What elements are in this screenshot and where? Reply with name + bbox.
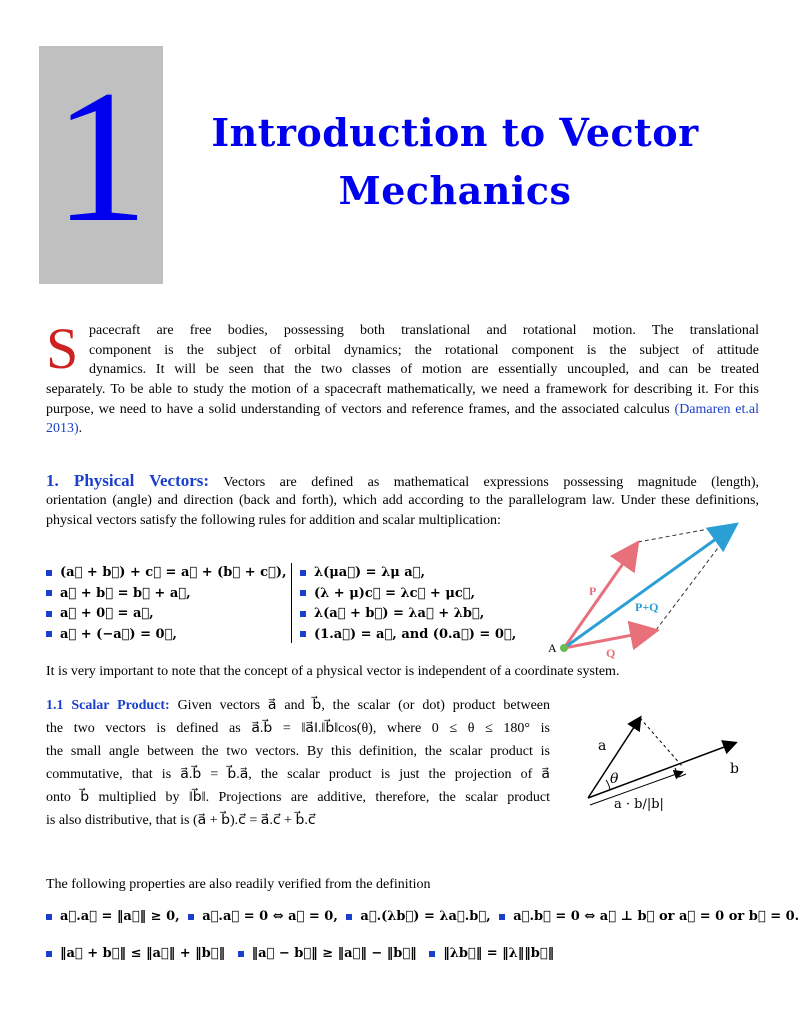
property-1: a⃗.a⃗ = ‖a⃗‖ ≥ 0, <box>60 909 180 924</box>
property-4: a⃗.b⃗ = 0 ⇔ a⃗ ⊥ b⃗ or a⃗ = 0 or b⃗ = 0. <box>513 909 799 924</box>
section1-heading: 1. Physical Vectors: <box>46 471 210 490</box>
section11-line1: Given vectors a⃗ and b⃗, the scalar (or dot) product between <box>177 698 550 713</box>
bullet-icon <box>300 590 306 596</box>
property-5: ‖a⃗ + b⃗‖ ≤ ‖a⃗‖ + ‖b⃗‖ <box>60 946 226 961</box>
label-q: Q <box>606 646 616 660</box>
bullet-icon <box>46 611 52 617</box>
rule-text: (a⃗ + b⃗) + c⃗ = a⃗ + (b⃗ + c⃗), <box>60 565 287 580</box>
intro-line1: pacecraft are free bodies, possessing both translational and rotational motion. The translational <box>89 323 759 338</box>
bullet-icon <box>300 611 306 617</box>
rule-left-4 <box>46 625 287 646</box>
intro-paragraph <box>46 380 759 439</box>
rule-left-1 <box>46 563 287 584</box>
chapter-title <box>190 104 720 220</box>
bullet-icon <box>46 590 52 596</box>
label-origin: A <box>548 641 557 655</box>
intro-first-lines <box>89 321 759 380</box>
section11-line6: is also distributive, that is (a⃗ + b⃗).c⃗ = a⃗.c⃗ + b⃗.c⃗ <box>46 813 316 828</box>
projection-diagram <box>580 710 750 820</box>
bullet-icon <box>238 951 244 957</box>
rules-divider <box>291 563 292 643</box>
bullet-icon <box>429 951 435 957</box>
citation-link[interactable]: (Damaren et.al 2013) <box>46 401 759 436</box>
intro-end: . <box>78 421 83 436</box>
bullet-icon <box>346 914 352 920</box>
rule-text: λ(a⃗ + b⃗) = λa⃗ + λb⃗, <box>314 606 485 621</box>
chapter-number: 1 <box>53 52 149 262</box>
rule-right-1 <box>300 563 516 584</box>
dashed-top-edge <box>638 524 736 542</box>
rule-text: a⃗ + 0⃗ = a⃗, <box>60 606 154 621</box>
section1-text-line1: Vectors are defined as mathematical expressions possessing magnitude (length), <box>223 475 759 490</box>
property-2: a⃗.a⃗ = 0 ⇔ a⃗ = 0, <box>202 909 338 924</box>
bullet-icon <box>300 570 306 576</box>
section1-text-rest: orientation (angle) and direction (back and forth), which add according to the parallelogram law. Under these definitions, physical vectors satisfy the following rules for addition and scalar multiplication: <box>46 493 759 528</box>
properties-row2 <box>46 944 554 965</box>
rule-text: a⃗ + b⃗ = b⃗ + a⃗, <box>60 585 191 601</box>
chapter-title-line2: Mechanics <box>338 168 572 213</box>
property-6: ‖a⃗ − b⃗‖ ≥ ‖a⃗‖ − ‖b⃗‖ <box>251 946 417 961</box>
rule-text: (λ + μ)c⃗ = λc⃗ + μc⃗, <box>314 585 476 601</box>
chapter-title-line1: Introduction to Vector <box>211 110 699 155</box>
label-b: b <box>730 761 739 777</box>
drop-cap: S <box>46 316 79 381</box>
rule-right-4 <box>300 625 516 646</box>
section11-text <box>46 694 550 832</box>
section11-line5: onto b⃗ multiplied by ‖b⃗‖. Projections are additive, therefore, the scalar product <box>46 790 550 805</box>
rules-right <box>300 563 516 645</box>
bullet-icon <box>46 631 52 637</box>
dashed-right-edge <box>656 524 736 630</box>
intro-line2: component is the subject of orbital dynamics; the rotational component is the subject of attitude <box>89 342 759 358</box>
properties-intro: The following properties are also readily verified from the definition <box>46 877 431 892</box>
section11-line3: the small angle between the two vectors. By this definition, the scalar product is <box>46 744 550 759</box>
section11-line4: commutative, that is a⃗.b⃗ = b⃗.a⃗, the scalar product is just the projection of a⃗ <box>46 767 550 782</box>
bullet-icon <box>499 914 505 920</box>
label-projection: a · b/|b| <box>614 797 664 812</box>
bullet-icon <box>46 914 52 920</box>
section11-line2: the two vectors is defined as a⃗.b⃗ = ‖a⃗‖.‖b⃗‖cos(θ), where 0 ≤ θ ≤ 180° is <box>46 721 550 736</box>
label-p-plus-q: P+Q <box>635 600 659 614</box>
rule-left-3 <box>46 604 287 625</box>
rule-right-3 <box>300 604 516 625</box>
section11-heading: 1.1 Scalar Product: <box>46 698 170 713</box>
label-theta: θ <box>610 771 619 787</box>
intro-line3: dynamics. It will be seen that the two classes of motion are essentially uncoupled, and can be treated <box>89 362 759 377</box>
bullet-icon <box>46 951 52 957</box>
label-a: a <box>598 738 607 754</box>
rule-text: λ(μa⃗) = λμ a⃗, <box>314 565 426 580</box>
section1-note: It is very important to note that the concept of a physical vector is independent of a coordinate system. <box>46 664 620 679</box>
label-p: P <box>589 584 597 598</box>
rule-text: a⃗ + (−a⃗) = 0⃗, <box>60 626 177 642</box>
property-3: a⃗.(λb⃗) = λa⃗.b⃗, <box>360 909 491 924</box>
section1-first-line <box>46 471 759 493</box>
bullet-icon <box>188 914 194 920</box>
properties-row1 <box>46 907 799 928</box>
intro-rest: separately. To be able to study the motion of a spacecraft mathematically, we need a framework for describing it. For this purpose, we need to have a solid understanding of vectors and reference frames, and the associated calculus <box>46 382 759 417</box>
rules-left <box>46 563 287 645</box>
parallelogram-diagram <box>540 518 750 663</box>
property-7: ‖λb⃗‖ = ‖λ‖‖b⃗‖ <box>443 946 555 961</box>
bullet-icon <box>46 570 52 576</box>
rule-right-2 <box>300 584 516 605</box>
bullet-icon <box>300 631 306 637</box>
rule-text: (1.a⃗) = a⃗, and (0.a⃗) = 0⃗, <box>314 626 517 642</box>
vector-p-arrow <box>564 545 636 648</box>
projection-dashed-line <box>640 718 682 766</box>
origin-point <box>560 644 568 652</box>
rule-left-2 <box>46 584 287 605</box>
